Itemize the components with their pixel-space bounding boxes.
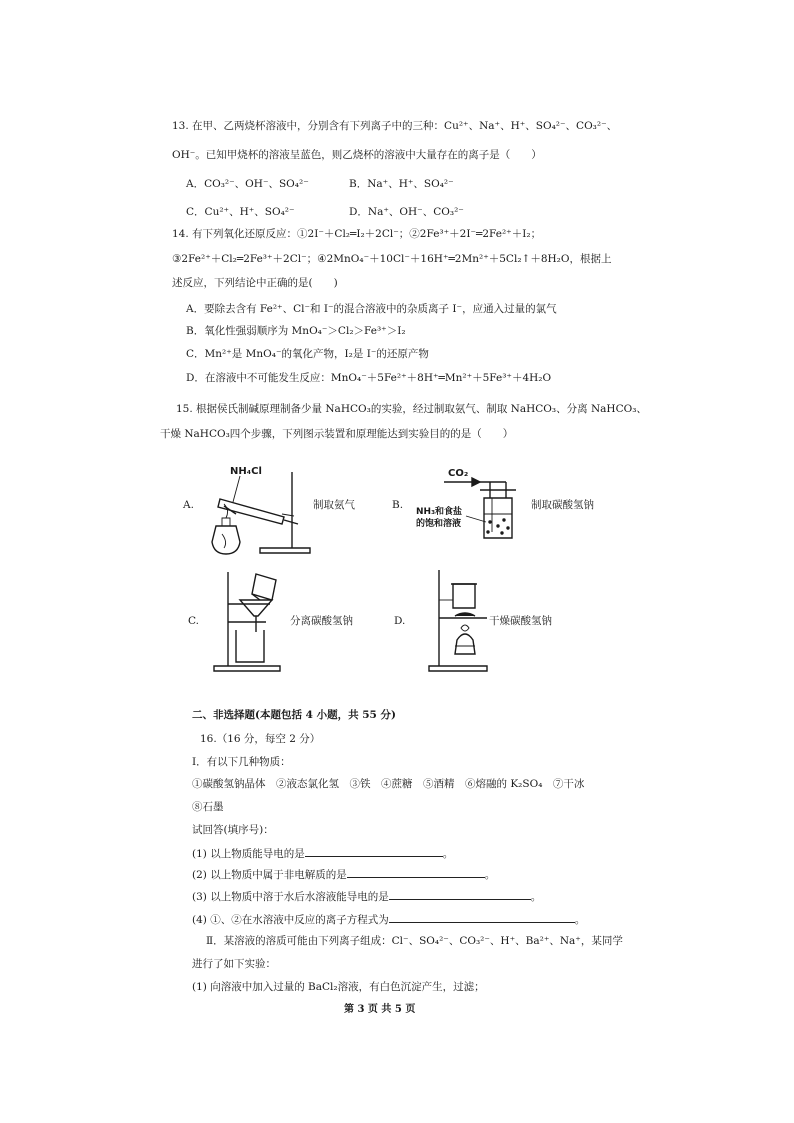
q16-sub3-period: 。 bbox=[530, 891, 542, 903]
figure-b-caption: 制取碳酸氢钠 bbox=[531, 499, 594, 511]
q14-stem-line3: 述反应，下列结论中正确的是( ) bbox=[172, 277, 338, 289]
figure-a-ammonia-apparatus bbox=[200, 462, 310, 562]
q16-sub4-text: (4) ①、②在水溶液中反应的离子方程式为 bbox=[192, 914, 389, 926]
q16-sub3 bbox=[192, 888, 541, 904]
q16-part2-step1: (1) 向溶液中加入过量的 BaCl₂溶液，有白色沉淀产生，过滤； bbox=[192, 981, 485, 993]
figure-a-caption: 制取氨气 bbox=[313, 499, 355, 511]
figure-b-letter: B. bbox=[392, 499, 404, 511]
figure-d-drying-apparatus bbox=[425, 570, 495, 675]
figure-b-bicarbonate-apparatus bbox=[416, 466, 526, 546]
q14-option-c: C．Mn²⁺是 MnO₄⁻的氧化产物，I₂是 I⁻的还原产物 bbox=[186, 348, 429, 360]
q16-sub2-answer-blank[interactable] bbox=[347, 866, 485, 878]
figure-d-caption: 干燥碳酸氢钠 bbox=[489, 615, 552, 627]
q13-option-d: D．Na⁺、OH⁻、CO₃²⁻ bbox=[349, 206, 464, 218]
figure-c-filtration-apparatus bbox=[210, 570, 290, 675]
q16-part2-line1: Ⅱ．某溶液的溶质可能由下列离子组成：Cl⁻、SO₄²⁻、CO₃²⁻、H⁺、Ba²⁺、Na⁺，某同学 bbox=[206, 935, 623, 947]
q16-sub4-period: 。 bbox=[574, 914, 586, 926]
q14-option-a: A．要除去含有 Fe²⁺、Cl⁻和 I⁻的混合溶液中的杂质离子 I⁻，应通入过量的氯气 bbox=[186, 303, 557, 315]
figure-a-letter: A. bbox=[183, 499, 194, 511]
page-footer: 第 3 页 共 5 页 bbox=[344, 1004, 416, 1015]
figure-c-caption: 分离碳酸氢钠 bbox=[290, 615, 353, 627]
figure-b-gas-label: CO₂ bbox=[448, 468, 469, 479]
q16-sub1-period: 。 bbox=[442, 848, 454, 860]
q13-option-c: C．Cu²⁺、H⁺、SO₄²⁻ bbox=[186, 206, 295, 218]
figure-a-reagent-label: NH₄Cl bbox=[230, 466, 262, 477]
q13-stem-line1: 13. 在甲、乙两烧杯溶液中，分别含有下列离子中的三种：Cu²⁺、Na⁺、H⁺、SO₄²⁻、CO₃²⁻、 bbox=[172, 120, 618, 132]
figure-c-letter: C. bbox=[188, 615, 199, 627]
q16-part1-intro: Ⅰ．有以下几种物质： bbox=[192, 756, 291, 768]
q16-sub3-answer-blank[interactable] bbox=[389, 888, 531, 900]
q14-stem-line2: ③2Fe²⁺＋Cl₂═2Fe³⁺＋2Cl⁻；④2MnO₄⁻＋10Cl⁻＋16H⁺═2Mn²⁺＋5Cl₂↑＋8H₂O，根据上 bbox=[172, 253, 612, 265]
q14-option-b: B．氧化性强弱顺序为 MnO₄⁻＞Cl₂＞Fe³⁺＞I₂ bbox=[186, 325, 406, 337]
q16-sub1-answer-blank[interactable] bbox=[305, 845, 443, 857]
q15-stem-line2: 干燥 NaHCO₃四个步骤，下列图示装置和原理能达到实验目的的是（ ） bbox=[160, 428, 514, 440]
q16-sub4-answer-blank[interactable] bbox=[389, 911, 575, 923]
q13-stem-line2: OH⁻。已知甲烧杯的溶液呈蓝色，则乙烧杯的溶液中大量存在的离子是（ ） bbox=[172, 149, 542, 161]
figure-d-letter: D. bbox=[394, 615, 406, 627]
q16-sub3-text: (3) 以上物质中溶于水后水溶液能导电的是 bbox=[192, 891, 389, 903]
q16-sub2-period: 。 bbox=[484, 869, 496, 881]
q16-sub1 bbox=[192, 845, 453, 861]
q16-sub2-text: (2) 以上物质中属于非电解质的是 bbox=[192, 869, 347, 881]
q15-stem-line1: 15. 根据侯氏制碱原理制备少量 NaHCO₃的实验，经过制取氨气、制取 NaHCO₃、分离 NaHCO₃、 bbox=[176, 403, 647, 415]
q13-option-b: B．Na⁺、H⁺、SO₄²⁻ bbox=[349, 178, 454, 190]
q16-sub2 bbox=[192, 866, 495, 882]
q13-option-a: A．CO₃²⁻、OH⁻、SO₄²⁻ bbox=[186, 178, 309, 190]
q16-substances-list: ①碳酸氢钠晶体 ②液态氯化氢 ③铁 ④蔗糖 ⑤酒精 ⑥熔融的 K₂SO₄ ⑦干冰 bbox=[192, 778, 585, 790]
section2-heading: 二、非选择题(本题包括 4 小题，共 55 分) bbox=[192, 709, 396, 721]
q14-option-d: D．在溶液中不可能发生反应：MnO₄⁻＋5Fe²⁺＋8H⁺═Mn²⁺＋5Fe³⁺＋4H₂O bbox=[186, 372, 552, 384]
q16-part2-line2: 进行了如下实验： bbox=[192, 958, 276, 970]
figure-b-solution-label-line1: NH₃和食盐 bbox=[416, 507, 463, 517]
q16-title: 16.（16 分，每空 2 分） bbox=[200, 733, 321, 745]
q14-stem-line1: 14. 有下列氧化还原反应：①2I⁻＋Cl₂═I₂＋2Cl⁻；②2Fe³⁺＋2I⁻═2Fe²⁺＋I₂； bbox=[172, 228, 542, 240]
q16-sub4 bbox=[192, 911, 585, 927]
q16-sub1-text: (1) 以上物质能导电的是 bbox=[192, 848, 305, 860]
q16-substances-list-cont: ⑧石墨 bbox=[192, 801, 224, 813]
q16-answer-prompt: 试回答(填序号)： bbox=[192, 824, 274, 836]
figure-b-solution-label-line2: 的饱和溶液 bbox=[416, 519, 462, 529]
